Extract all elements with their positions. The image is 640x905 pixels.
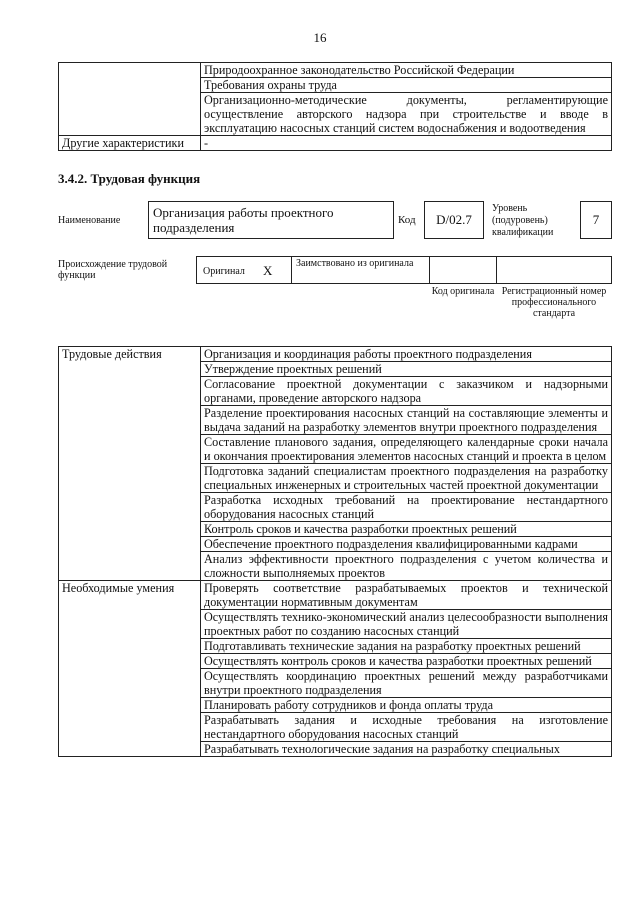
original-cell xyxy=(196,256,292,284)
table-row xyxy=(59,347,612,362)
table-cell: Планировать работу сотрудников и фонда оплаты труда xyxy=(201,698,612,713)
function-name-box: Организация работы проектного подразделения xyxy=(148,201,394,239)
table-cell: Контроль сроков и качества разработки проектных решений xyxy=(201,522,612,537)
table-cell: Согласование проектной документации с заказчиком и надзорными органами, проведение авторского надзора xyxy=(201,377,612,406)
table-cell: Проверять соответствие разрабатываемых проектов и технической документации нормативным документам xyxy=(201,581,612,610)
name-label: Наименование xyxy=(58,215,121,226)
code-original-label: Код оригинала xyxy=(431,286,495,297)
original-label: Оригинал xyxy=(203,266,245,277)
row-group-label: Другие характеристики xyxy=(59,136,201,151)
table-cell: Анализ эффективности проектного подразделения с учетом количества и сложности выполняемых проектов xyxy=(201,552,612,581)
table-cell: Требования охраны труда xyxy=(201,78,612,93)
row-group-label: Трудовые действия xyxy=(59,347,201,581)
table-cell: Организация и координация работы проектного подразделения xyxy=(201,347,612,362)
row-group-label xyxy=(59,63,201,136)
level-value-box: 7 xyxy=(580,201,612,239)
borrowed-cell: Заимствовано из оригинала xyxy=(291,256,430,284)
table-row xyxy=(59,63,612,78)
origin-label: Происхождение трудовой функции xyxy=(58,259,168,281)
table-cell: Разрабатывать технологические задания на разработку специальных xyxy=(201,742,612,757)
table-cell: Осуществлять координацию проектных решений между разработчиками внутри проектного подразделения xyxy=(201,669,612,698)
table-row xyxy=(59,581,612,610)
section-title: 3.4.2. Трудовая функция xyxy=(58,171,201,186)
table-row xyxy=(59,136,612,151)
function-details-table xyxy=(58,346,612,757)
table-cell: Подготавливать технические задания на разработку проектных решений xyxy=(201,639,612,654)
table-cell: Организационно-методические документы, регламентирующие осуществление авторского надзора при строительстве и вводе в эксплуатацию насосных станций систем водоснабжения и водоотведения xyxy=(201,93,612,136)
table-cell: Подготовка заданий специалистам проектного подразделения на разработку специальных инженерных и строительных частей проектной документации xyxy=(201,464,612,493)
reg-number-label: Регистрационный номер профессионального стандарта xyxy=(501,286,607,319)
original-mark: X xyxy=(263,263,273,278)
requirements-table-continued xyxy=(58,62,612,151)
table-cell: - xyxy=(201,136,612,151)
function-code-box: D/02.7 xyxy=(424,201,484,239)
table-cell: Осуществлять контроль сроков и качества разработки проектных решений xyxy=(201,654,612,669)
code-label: Код xyxy=(398,214,416,226)
table-cell: Природоохранное законодательство Российской Федерации xyxy=(201,63,612,78)
table-cell: Осуществлять технико-экономический анализ целесообразности выполнения проектных работ по созданию насосных станций xyxy=(201,610,612,639)
table-cell: Разрабатывать задания и исходные требования на изготовление нестандартного оборудования насосных станций xyxy=(201,713,612,742)
row-group-label: Необходимые умения xyxy=(59,581,201,757)
original-code-cell xyxy=(429,256,497,284)
table-cell: Разделение проектирования насосных станций на составляющие элементы и выдача заданий на разработку элементов внутри проектного подразделения xyxy=(201,406,612,435)
level-label: Уровень (подуровень) квалификации xyxy=(492,203,554,238)
page-number: 16 xyxy=(313,30,327,45)
table-cell: Утверждение проектных решений xyxy=(201,362,612,377)
table-cell: Обеспечение проектного подразделения квалифицированными кадрами xyxy=(201,537,612,552)
table-cell: Составление планового задания, определяющего календарные сроки начала и окончания проектирования элементов насосных станций и проекта в целом xyxy=(201,435,612,464)
table-cell: Разработка исходных требований на проектирование нестандартного оборудования насосных станций xyxy=(201,493,612,522)
reg-number-cell xyxy=(496,256,612,284)
